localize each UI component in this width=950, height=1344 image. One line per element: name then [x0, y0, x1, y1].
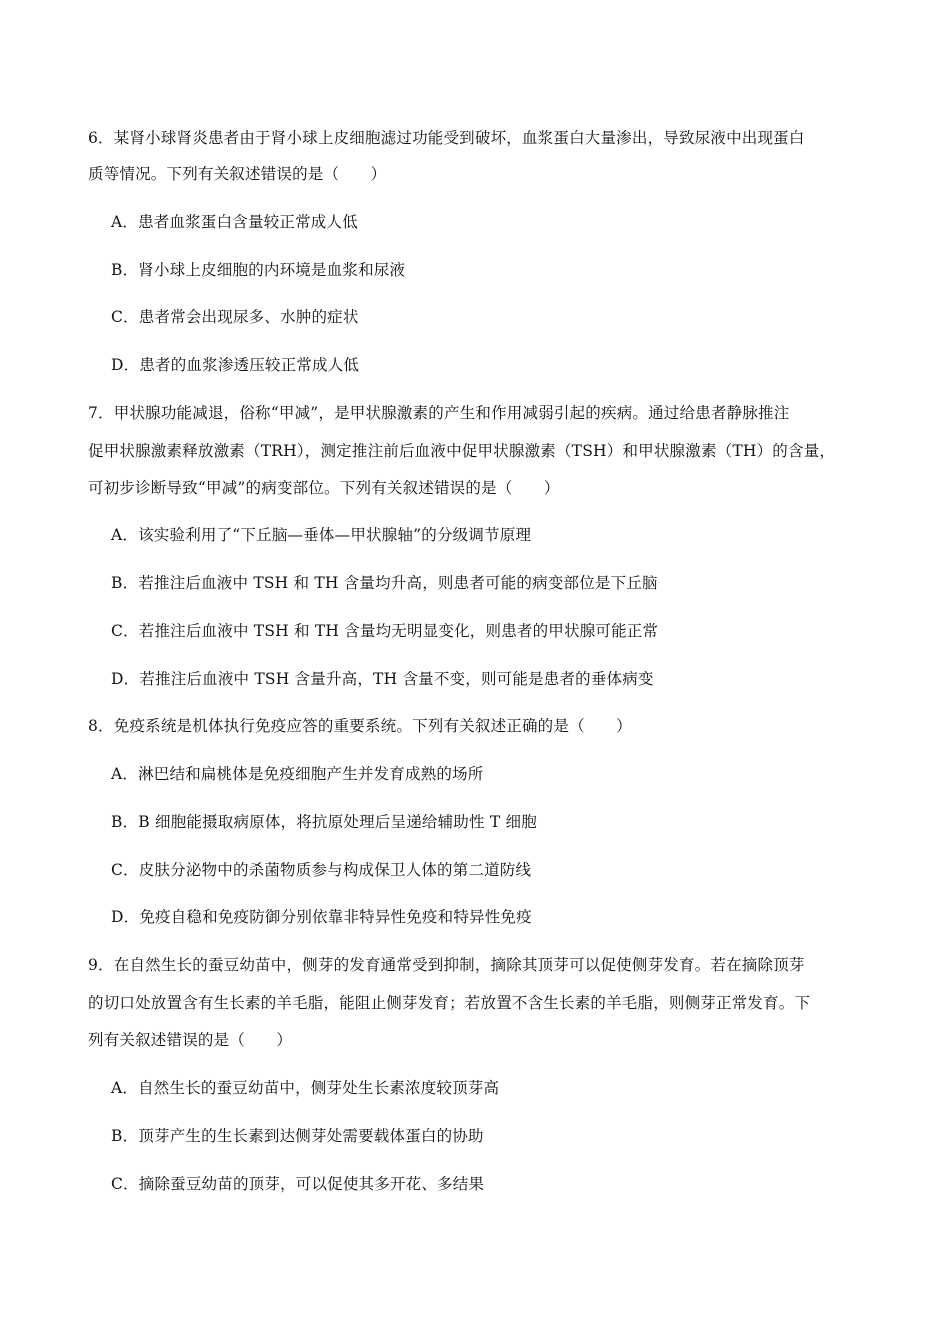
option-a: A．患者血浆蛋白含量较正常成人低 — [111, 213, 358, 231]
question-stem-line: 7．甲状腺功能减退，俗称“甲减”，是甲状腺激素的产生和作用减弱引起的疾病。通过给患者静脉推注 — [88, 404, 790, 422]
option-b: B．若推注后血液中 TSH 和 TH 含量均升高，则患者可能的病变部位是下丘脑 — [111, 574, 658, 592]
option-d: D．免疫自稳和免疫防御分别依靠非特异性免疫和特异性免疫 — [111, 908, 532, 926]
question-stem-line: 列有关叙述错误的是（ ） — [88, 1031, 293, 1049]
option-c: C．皮肤分泌物中的杀菌物质参与构成保卫人体的第二道防线 — [111, 861, 532, 879]
question-stem-line: 8．免疫系统是机体执行免疫应答的重要系统。下列有关叙述正确的是（ ） — [88, 717, 632, 735]
question-stem-line: 6．某肾小球肾炎患者由于肾小球上皮细胞滤过功能受到破坏，血浆蛋白大量渗出，导致尿液中出现蛋白 — [88, 129, 805, 147]
option-b: B．肾小球上皮细胞的内环境是血浆和尿液 — [111, 261, 406, 279]
option-d: D．患者的血浆渗透压较正常成人低 — [111, 356, 360, 374]
question-stem-line: 的切口处放置含有生长素的羊毛脂，能阻止侧芽发育；若放置不含生长素的羊毛脂，则侧芽正常发育。下 — [88, 994, 811, 1012]
question-stem-line: 质等情况。下列有关叙述错误的是（ ） — [88, 165, 387, 183]
question-stem-line: 9．在自然生长的蚕豆幼苗中，侧芽的发育通常受到抑制，摘除其顶芽可以促使侧芽发育。若在摘除顶芽 — [88, 956, 805, 974]
option-a: A．该实验利用了“下丘脑—垂体—甲状腺轴”的分级调节原理 — [111, 526, 532, 544]
option-c: C．患者常会出现尿多、水肿的症状 — [111, 308, 359, 326]
option-a: A．自然生长的蚕豆幼苗中，侧芽处生长素浓度较顶芽高 — [111, 1079, 500, 1097]
option-c: C．若推注后血液中 TSH 和 TH 含量均无明显变化，则患者的甲状腺可能正常 — [111, 622, 659, 640]
question-stem-line: 促甲状腺激素释放激素（TRH），测定推注前后血液中促甲状腺激素（TSH）和甲状腺激素（TH）的含量， — [88, 442, 836, 460]
option-c: C．摘除蚕豆幼苗的顶芽，可以促使其多开花、多结果 — [111, 1175, 485, 1193]
option-b: B．顶芽产生的生长素到达侧芽处需要载体蛋白的协助 — [111, 1127, 484, 1145]
option-b: B．B 细胞能摄取病原体，将抗原处理后呈递给辅助性 T 细胞 — [111, 813, 537, 831]
option-a: A．淋巴结和扁桃体是免疫细胞产生并发育成熟的场所 — [111, 765, 484, 783]
question-stem-line: 可初步诊断导致“甲减”的病变部位。下列有关叙述错误的是（ ） — [88, 479, 560, 497]
option-d: D．若推注后血液中 TSH 含量升高，TH 含量不变，则可能是患者的垂体病变 — [111, 670, 654, 688]
